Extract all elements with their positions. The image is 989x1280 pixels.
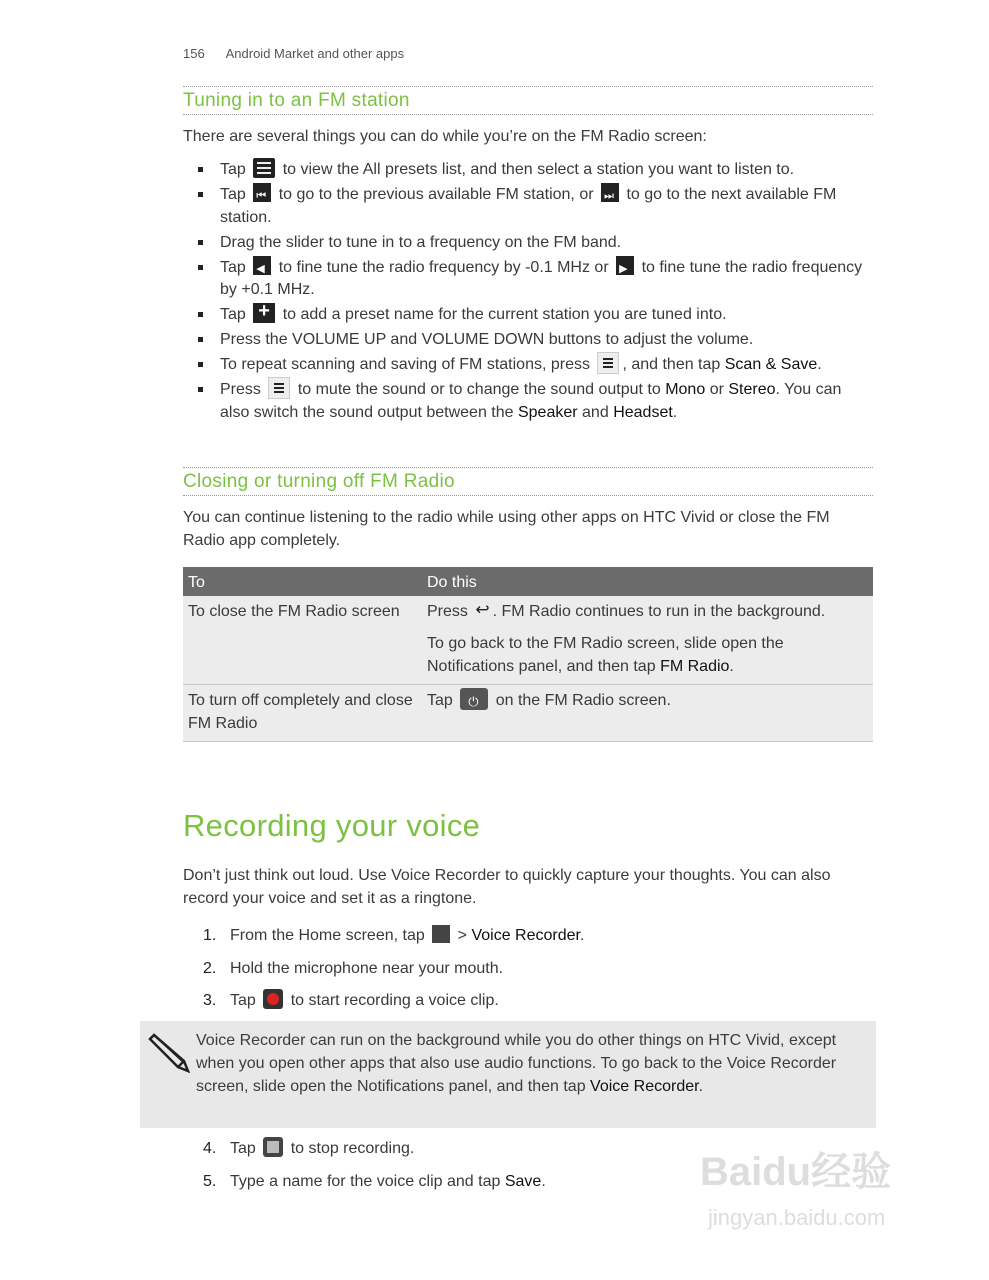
next-station-icon	[601, 183, 619, 202]
note-pencil-icon	[148, 1031, 190, 1078]
watermark-url: jingyan.baidu.com	[708, 1205, 886, 1230]
page-number: 156	[183, 46, 205, 61]
list-item: 3. Tap to start recording a voice clip.	[183, 989, 873, 1022]
tuning-bullet-list	[183, 159, 873, 427]
list-item: Drag the slider to tune in to a frequency on the FM band.	[183, 232, 873, 255]
table-header-do: Do this	[422, 567, 873, 596]
list-item: Tap to view the All presets list, and then select a station you want to listen to.	[183, 159, 873, 182]
stop-icon	[263, 1137, 283, 1157]
list-item: 2. Hold the microphone near your mouth.	[203, 959, 504, 977]
list-item: 5. Type a name for the voice clip and tap Save.	[203, 1172, 546, 1190]
table-cell: To turn off completely and close FM Radio	[183, 685, 422, 742]
table-header-row	[183, 567, 873, 596]
back-icon	[475, 598, 489, 622]
table-cell: To close the FM Radio screen	[183, 596, 422, 685]
fine-tune-up-icon	[616, 256, 634, 275]
table-cell: Press ↩ . FM Radio continues to run in the background. To go back to the FM Radio screen, slide open the Notifications panel, and then tap FM Radio.	[422, 596, 873, 685]
list-item: Tap ⏮ to go to the previous available FM station, or ⏭ to go to the next available FM station.	[183, 184, 873, 229]
tuning-intro: There are several things you can do while you’re on the FM Radio screen:	[183, 128, 707, 145]
note-text: Voice Recorder can run on the background while you do other things on HTC Vivid, except when you open other apps that also use audio functions. To go back to the Voice Recorder screen, slide open the Notifications panel, and then tap Voice Recorder.	[196, 1032, 837, 1095]
menu-button-icon	[597, 352, 619, 374]
chapter-title: Android Market and other apps	[225, 46, 405, 61]
list-item: 4. Tap to stop recording.	[183, 1137, 873, 1170]
list-item: 1. From the Home screen, tap > Voice Recorder.	[183, 924, 873, 957]
table-cell: Tap ⏻ on the FM Radio screen.	[422, 685, 873, 742]
previous-station-icon	[253, 183, 271, 202]
menu-button-icon	[268, 377, 290, 399]
table-row	[183, 596, 873, 685]
note-box	[140, 1021, 876, 1128]
add-preset-icon	[253, 303, 275, 323]
fine-tune-down-icon	[253, 256, 271, 275]
list-item: Tap + to add a preset name for the current station you are tuned into.	[183, 304, 873, 327]
all-presets-icon	[253, 158, 275, 178]
all-apps-icon	[432, 925, 450, 943]
list-item: Press the VOLUME UP and VOLUME DOWN buttons to adjust the volume.	[183, 329, 873, 352]
recording-intro: Don’t just think out loud. Use Voice Recorder to quickly capture your thoughts. You can also record your voice and set it as a ringtone.	[183, 867, 831, 907]
table-header-to: To	[183, 567, 422, 596]
table-row	[183, 685, 873, 742]
watermark-logo: Baidu经验	[700, 1150, 892, 1194]
fm-radio-close-table	[183, 567, 873, 742]
section-heading-closing: Closing or turning off FM Radio	[183, 467, 873, 496]
list-item: Press to mute the sound or to change the sound output to Mono or Stereo. You can also switch the sound output between the Speaker and Headset.	[183, 379, 873, 424]
recording-steps-a	[183, 924, 873, 1022]
list-item: Tap ◀ to fine tune the radio frequency by -0.1 MHz or ▶ to fine tune the radio frequency by +0.1 MHz.	[183, 257, 873, 302]
list-item: To repeat scanning and saving of FM stations, press , and then tap Scan & Save.	[183, 354, 873, 377]
page-header	[183, 46, 404, 61]
chapter-heading-recording: Recording your voice	[183, 808, 481, 843]
record-icon	[263, 989, 283, 1009]
closing-intro: You can continue listening to the radio while using other apps on HTC Vivid or close the FM Radio app completely.	[183, 509, 830, 549]
section-heading-tuning: Tuning in to an FM station	[183, 86, 873, 115]
power-icon	[460, 688, 488, 710]
